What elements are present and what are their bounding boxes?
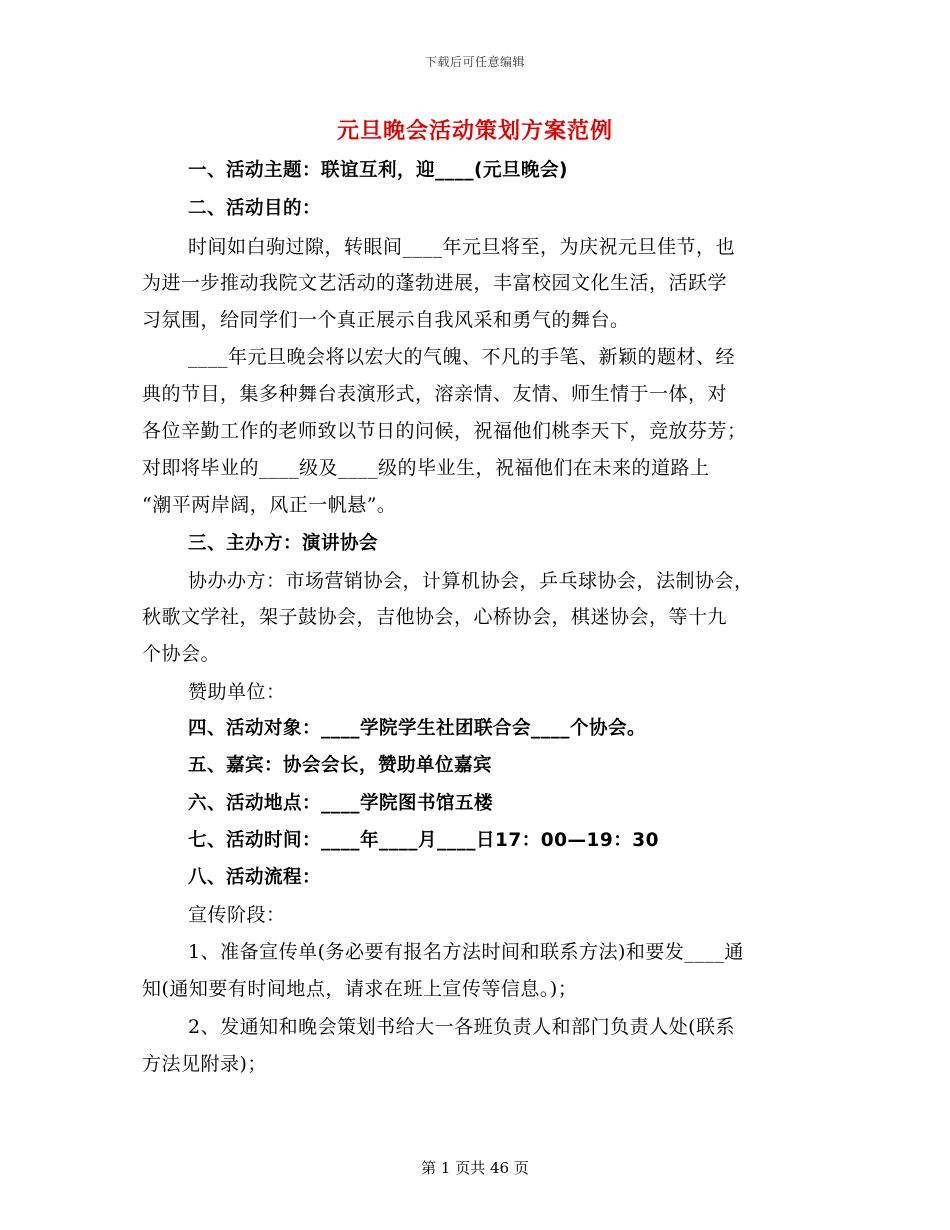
- paragraph-line: 为进一步推动我院文艺活动的蓬勃进展，丰富校园文化生活，活跃学: [142, 272, 728, 294]
- paragraph-line: 对即将毕业的____级及____级的毕业生，祝福他们在未来的道路上: [142, 457, 710, 479]
- paragraph-line: 协办办方：市场营销协会，计算机协会，乒乓球协会，法制协会，: [188, 570, 754, 592]
- document-title: 元旦晚会活动策划方案范例: [336, 118, 613, 144]
- list-item: 2、发通知和晚会策划书给大一各班负责人和部门负责人处(联系: [188, 1016, 736, 1038]
- section-theme: 一、活动主题：联谊互利，迎____(元旦晚会): [188, 160, 568, 181]
- paragraph-line: 知(通知要有时间地点，请求在班上宣传等信息。)；: [142, 978, 578, 1000]
- paragraph-line: 个协会。: [142, 643, 221, 665]
- promotion-stage-label: 宣传阶段：: [188, 904, 286, 926]
- paragraph-line: 方法见附录)；: [142, 1053, 267, 1075]
- paragraph-line: 典的节目，集多种舞台表演形式，溶亲情、友情、师生情于一体，对: [142, 383, 728, 405]
- page-number: 第 1 页共 46 页: [421, 1159, 529, 1177]
- paragraph-line: 秋歌文学社，架子鼓协会，吉他协会，心桥协会，棋迷协会，等十九: [142, 606, 728, 628]
- section-purpose-heading: 二、活动目的：: [188, 198, 322, 219]
- section-host: 三、主办方：演讲协会: [188, 533, 379, 554]
- section-process-heading: 八、活动流程：: [188, 867, 322, 888]
- paragraph-line: “潮平两岸阔，风正一帆悬”。: [142, 494, 397, 516]
- paragraph-line: ____年元旦晚会将以宏大的气魄、不凡的手笔、新颖的题材、经: [188, 346, 736, 368]
- paragraph-line: 习氛围，给同学们一个真正展示自我风采和勇气的舞台。: [142, 309, 630, 331]
- list-item: 1、准备宣传单(务必要有报名方法时间和联系方法)和要发____通: [188, 941, 744, 963]
- paragraph-line: 各位辛勤工作的老师致以节日的问候，祝福他们桃李天下，竞放芬芳；: [142, 420, 747, 442]
- sponsor-label: 赞助单位：: [188, 681, 286, 703]
- section-time: 七、活动时间：____年____月____日17：00—19：30: [188, 830, 659, 851]
- paragraph-line: 时间如白驹过隙，转眼间____年元旦将至，为庆祝元旦佳节，也: [188, 236, 736, 258]
- section-audience: 四、活动对象：____学院学生社团联合会____个协会。: [188, 718, 647, 739]
- section-guests: 五、嘉宾：协会会长，赞助单位嘉宾: [188, 755, 493, 776]
- page-header-note: 下载后可任意编辑: [424, 55, 525, 69]
- section-location: 六、活动地点：____学院图书馆五楼: [188, 793, 494, 814]
